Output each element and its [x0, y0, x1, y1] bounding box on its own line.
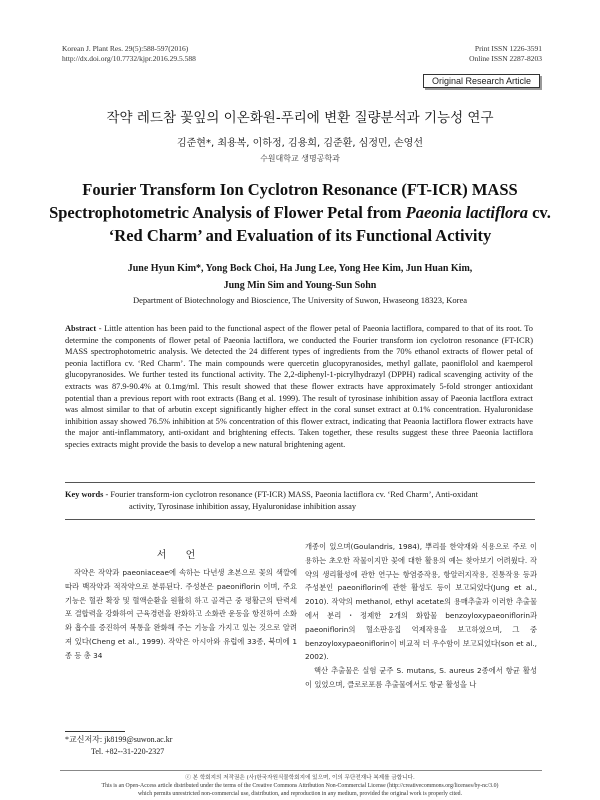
intro-paragraph: 핵산 추출물은 실험 균주 S. mutans, S. aureus 2종에서 항균 활성이 있었으며, 클로로포름 추출물에서도 항균 활성을 나: [305, 666, 537, 689]
journal-header-left: [62, 44, 196, 64]
english-affiliation: Department of Biotechnology and Bioscience, The University of Suwon, Hwaseong 18323, Korea: [132, 295, 468, 305]
article-type-badge: Original Research Article: [423, 74, 540, 88]
bottom-rule: [60, 770, 542, 771]
footnote-tel: Tel. +82--31-220-2327: [91, 747, 165, 756]
online-issn: Online ISSN 2287-8203: [469, 54, 542, 63]
doi-link[interactable]: http://dx.doi.org/10.7732/kjpr.2016.29.5.588: [62, 54, 196, 63]
footnote-label: *교신저자:: [65, 735, 103, 744]
journal-citation: Korean J. Plant Res. 29(5):588-597(2016): [62, 44, 189, 53]
korean-authors: 김준현*, 최용복, 이하정, 김용희, 김준환, 심정민, 손영선: [176, 138, 423, 149]
abstract: [65, 323, 533, 451]
license-notice: This is an Open-Access article distributed under the terms of the Creative Commons Attribution Non-Commercial License (http://creativecommons.org/licenses/by-nc/3.0) which permits unrestricted non-commercial use, distribution, and reproduction in any medium, provided the original work is properly cited.: [101, 783, 499, 797]
korean-affiliation: 수원대학교 생명공학과: [260, 154, 340, 163]
journal-header-right: [469, 44, 542, 64]
footnote-rule: [65, 731, 125, 732]
keywords-label: Key words: [65, 490, 104, 499]
english-title-line1: Fourier Transform Ion Cyclotron Resonance (FT-ICR) MASS: [82, 180, 518, 199]
intro-right-column: [305, 540, 537, 692]
intro-paragraph: 개종이 있으며(Goulandris, 1984), 뿌리를 한약재와 식용으로 주로 이용하는 초오한 작물이지만 꽃에 대한 활용의 예는 찾아보기 어려웠다. 작약의 생리활성에 관한 연구는 항염증작용, 항알러지작용, 진통작용 등과 주성분인 paeoniflorin에 관한 활성도 등이 보고되었다(Jung et al., 2010). 작약의 methanol, ethyl acetate의 용매추출과 이러한 추출물에서 분리・정제한 2개의 화합물 benzoyloxypaeoniflorin과 paeoniflorin의 혈소판응집 억제작용을 보고하였으며, 그 중 benzoyloxypaeoniflorin이 비교적 더 우수함이 보고되었다(son et al., 2002).: [305, 542, 537, 662]
abstract-label: Abstract: [65, 324, 97, 333]
keywords: [65, 489, 533, 513]
intro-paragraph: 작약은 작약과 paeoniaceae에 속하는 다년생 초본으로 꽃의 색깔에 따라 백작약과 적작약으로 분류된다. 주성분은 paeoniflorin 이며, 주요기능은 혈관 확장 및 혈액순환을 원활히 하고 골격근 중 평활근의 탄력세포 결합력을 강화하여 근육경련을 완화하고 소화관 운동을 항진하여 소화와 흡수를 증진하여 복통을 완화해 주는 기능을 가지고 있는 것으로 알려져 있다(Cheng et al., 1999). 작약은 아시아와 유럽에 33종, 북미에 1종 등 총 34: [65, 568, 297, 660]
abstract-text: - Little attention has been paid to the functional aspect of the flower petal of Paeonia lactiflora, compared to that of its root. To determine the components of flower petal of Paeonia lactiflora, we conducted the Fourier transform ion cyclotron resonance (FT-ICR) MASS spectrophotometric analysis. We detected the 24 different types of ingredients from the 70% ethanol extracts of flower petal of peonia lactiflora cv. ‘Red Charm’. The main compounds were quercetin glucopyranosides, methyl gallate, paoniflolol and kaemperol glucopyranosides. We further tested its functional activity. The 2,2-diphenyl-1-picrylhydrazyl (DPPH) radical scavenging activity of the extracts was 87.9-90.4% at 0.1mg/ml. This result showed that these flower extracts have approximately 5-fold stronger antioxidant potential than a previous report with root extracts (Bang et al. 1999). The result of tyrosinase inhibition assay of Paeonia lactflora extract was almost similar to that of arbutin except significantly higher effect in the coral sunset extract at 0.1% concentration. Hyaluronidase inhibition assay showed 76.5% inhibition at 5% concentration of this flower extract, indicating that Peaonia lactiflora flower extracts have the major anti-inflammatory, anti-oxidant and brightening effects. Taken together, these results suggest these three Paeonia lactiflora species extracts might provide the basis to develop a new natural brightening agent.: [65, 324, 533, 449]
keywords-line2: activity, Tyrosinase inhibition assay, Hyaluronidase inhibition assay: [129, 502, 357, 511]
english-authors: June Hyun Kim*, Yong Bock Choi, Ha Jung Lee, Yong Hee Kim, Jun Huan Kim, Jung Min Sim and Young-Sun Sohn: [127, 263, 473, 291]
intro-left-column: [65, 566, 297, 663]
korean-title: 작약 레드참 꽃잎의 이온화원-푸리에 변환 질량분석과 기능성 연구: [106, 110, 494, 126]
keywords-top-rule: [65, 482, 535, 483]
print-issn: Print ISSN 1226-3591: [474, 44, 542, 53]
english-title: [40, 178, 560, 247]
copyright-notice: ⓒ 본 학회지의 저작권은 (사)한국자원식물학회지에 있으며, 이의 무단전재나 복제를 금합니다.: [185, 775, 415, 781]
footnote-email: jk8199@suwon.ac.kr: [102, 735, 173, 744]
english-title-line3: ‘Red Charm’ and Evaluation of its Functional Activity: [108, 226, 492, 245]
keywords-line1: - Fourier transform-ion cyclotron resonance (FT-ICR) MASS, Paeonia lactiflora cv. ‘Red Charm’, Anti-oxidant: [103, 490, 478, 499]
keywords-bottom-rule: [65, 519, 535, 520]
english-title-line2: Spectrophotometric Analysis of Flower Petal from Paeonia lactiflora cv.: [49, 203, 551, 222]
section-title-introduction: 서 언: [156, 550, 204, 561]
corresponding-author-footnote: [65, 734, 172, 758]
